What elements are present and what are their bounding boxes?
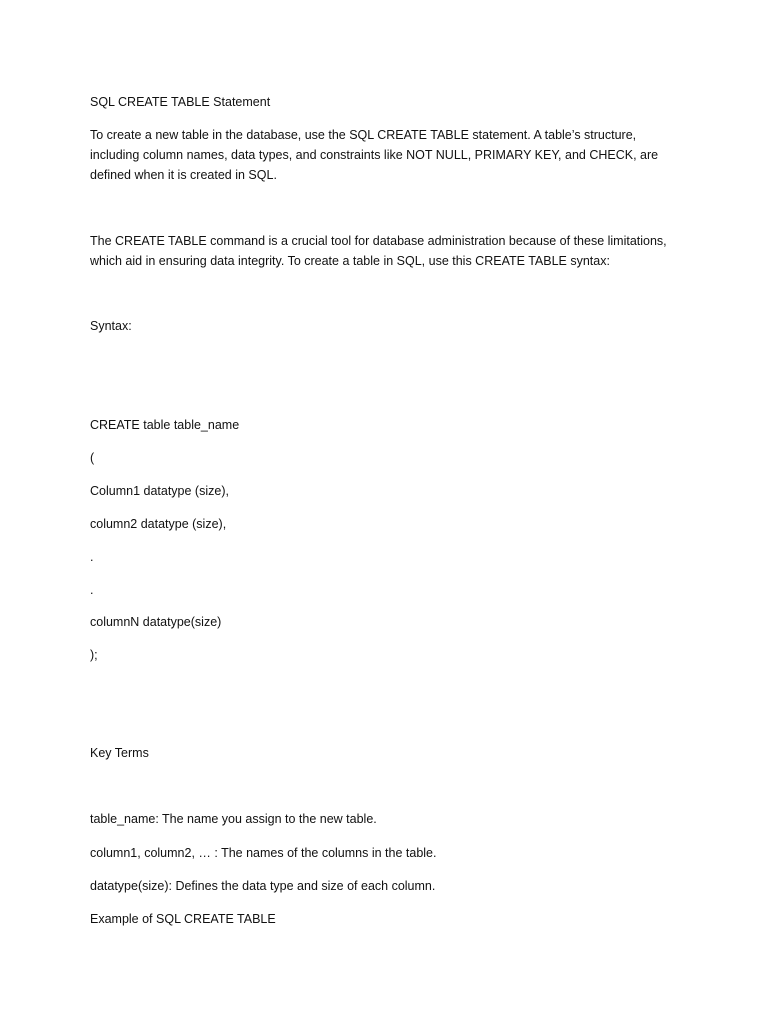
syntax-label: Syntax: xyxy=(90,319,132,333)
key-term-item: datatype(size): Defines the data type and size of each column. xyxy=(90,879,436,893)
key-terms-heading: Key Terms xyxy=(90,746,149,760)
key-term-item: column1, column2, … : The names of the columns in the table. xyxy=(90,846,437,860)
syntax-line: Column1 datatype (size), xyxy=(90,484,229,498)
integrity-paragraph: The CREATE TABLE command is a crucial tool for database administration because of these limitations, which aid in ensuring data integrity. To create a table in SQL, use this CREATE TABLE syntax: xyxy=(90,234,667,268)
intro-paragraph: To create a new table in the database, use the SQL CREATE TABLE statement. A table’s structure, including column names, data types, and constraints like NOT NULL, PRIMARY KEY, and CHECK, are defined when it is created in SQL. xyxy=(90,128,659,182)
document-title: SQL CREATE TABLE Statement xyxy=(90,95,271,109)
syntax-line: . xyxy=(90,583,94,597)
syntax-line: ); xyxy=(90,648,98,662)
key-term-item: table_name: The name you assign to the new table. xyxy=(90,812,377,826)
syntax-line: ( xyxy=(90,451,95,465)
example-heading: Example of SQL CREATE TABLE xyxy=(90,912,276,926)
syntax-line: columnN datatype(size) xyxy=(90,615,222,629)
syntax-line: . xyxy=(90,550,94,564)
syntax-line: CREATE table table_name xyxy=(90,418,240,432)
syntax-line: column2 datatype (size), xyxy=(90,517,227,531)
